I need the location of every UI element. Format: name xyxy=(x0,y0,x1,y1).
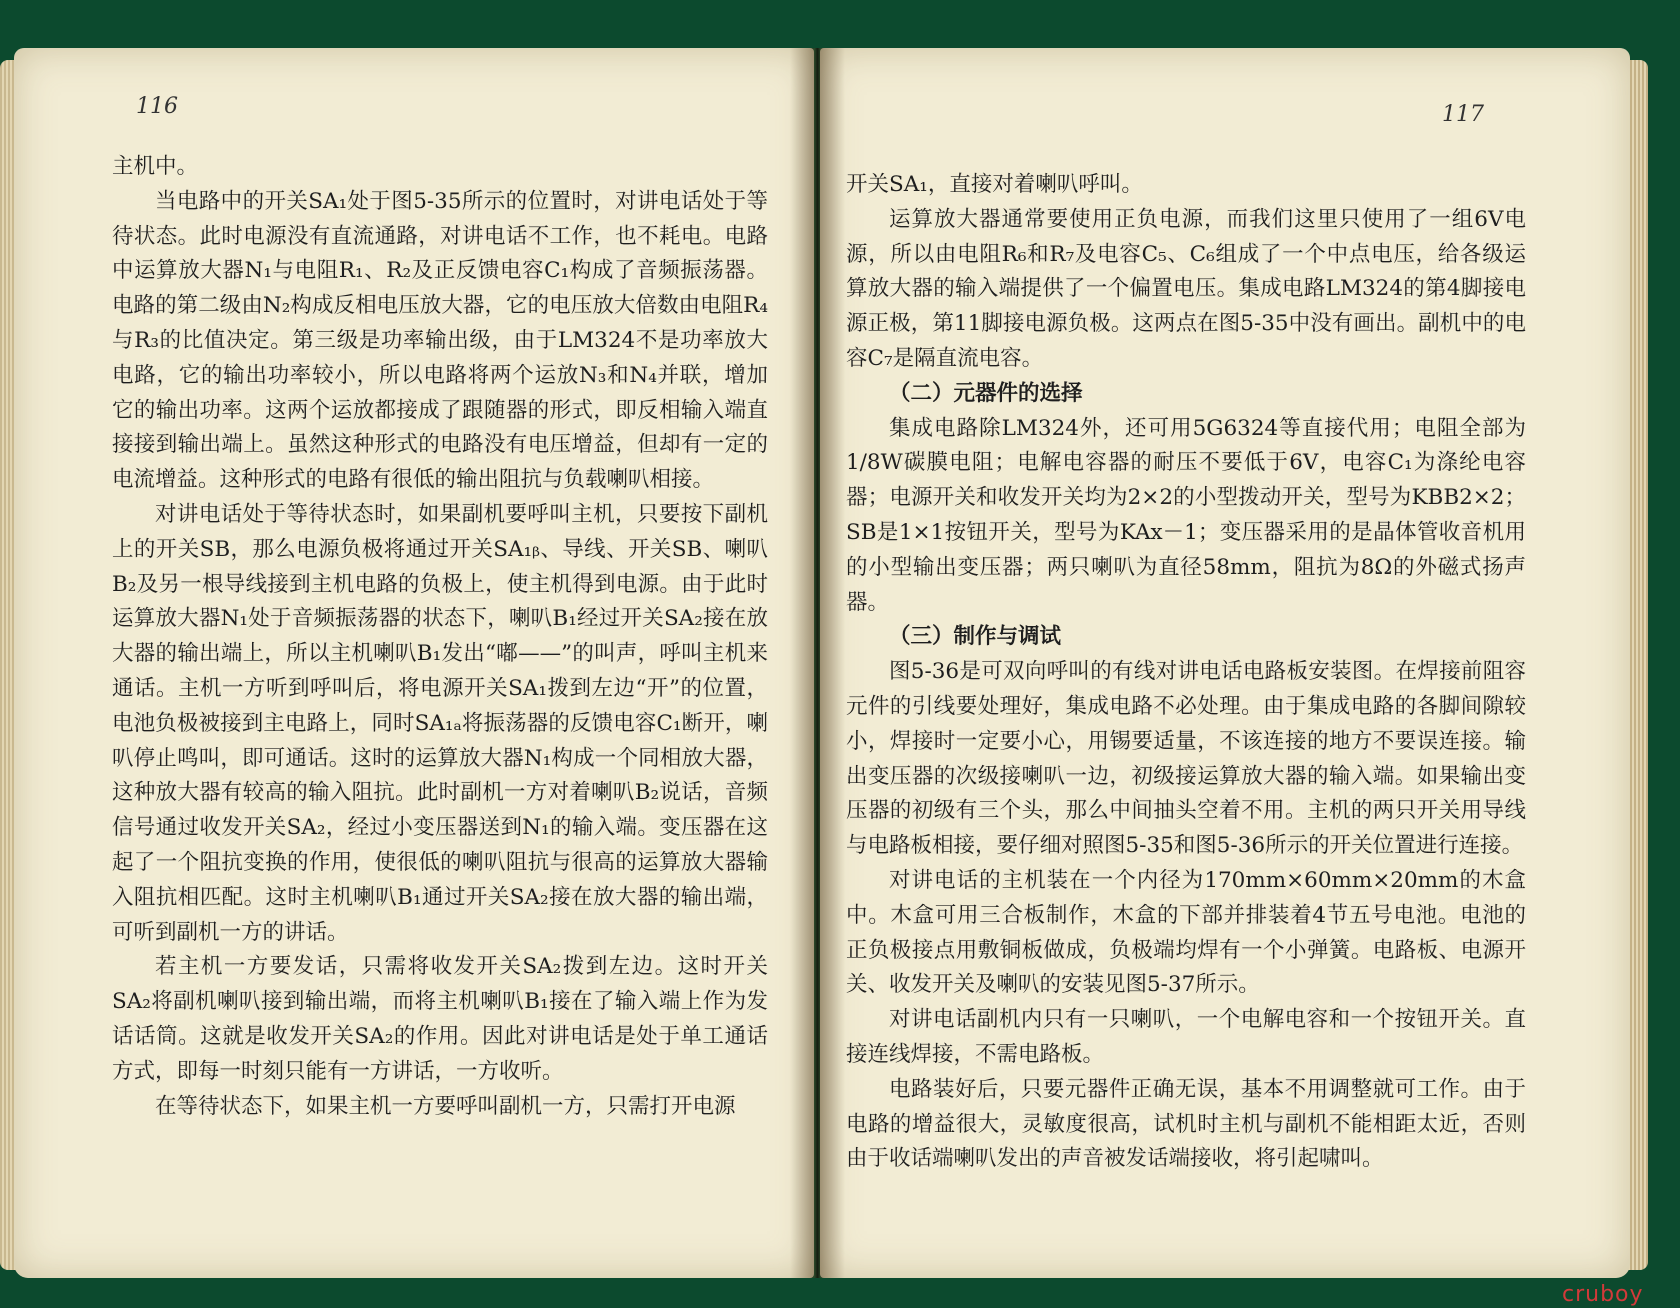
paragraph: 运算放大器通常要使用正负电源，而我们这里只使用了一组6V电源，所以由电阻R₆和R₇及电容C₅、C₆组成了一个中点电压，给各级运算放大器的输入端提供了一个偏置电压。集成电路LM324的第4脚接电源正极，第11脚接电源负极。这两点在图5-35中没有画出。副机中的电容C₇是隔直流电容。 xyxy=(846,206,1526,371)
paragraph: 开关SA₁，直接对着喇叭呼叫。 xyxy=(846,172,1143,197)
watermark: cruboy xyxy=(1562,1282,1644,1307)
paragraph: 电路装好后，只要元器件正确无误，基本不用调整就可工作。由于电路的增益很大，灵敏度很高，试机时主机与副机不能相距太近，否则由于收话端喇叭发出的声音被发话端接收，将引起啸叫。 xyxy=(846,1076,1526,1172)
paragraph: 主机中。 xyxy=(112,154,199,179)
paragraph: 当电路中的开关SA₁处于图5-35所示的位置时，对讲电话处于等待状态。此时电源没有直流通路，对讲电话不工作，也不耗电。电路中运算放大器N₁与电阻R₁、R₂及正反馈电容C₁构成了音频振荡器。电路的第二级由N₂构成反相电压放大器，它的电压放大倍数由电阻R₄与R₃的比值决定。第三级是功率输出级，由于LM324不是功率放大电路，它的输出功率较小，所以电路将两个运放N₃和N₄并联，增加它的输出功率。这两个运放都接成了跟随器的形式，即反相输入端直接接到输出端上。虽然这种形式的电路没有电压增益，但却有一定的电流增益。这种形式的电路有很低的输出阻抗与负载喇叭相接。 xyxy=(112,188,768,493)
paragraph: 对讲电话的主机装在一个内径为170mm×60mm×20mm的木盒中。木盒可用三合板制作，木盒的下部并排装着4节五号电池。电池的正负极接点用敷铜板做成，负极端均焊有一个小弹簧。电路板、电源开关、收发开关及喇叭的安装见图5-37所示。 xyxy=(846,867,1526,998)
paragraph: 在等待状态下，如果主机一方要呼叫副机一方，只需打开电源 xyxy=(155,1093,736,1119)
section-heading: （二）元器件的选择 xyxy=(889,380,1083,406)
paragraph: 对讲电话处于等待状态时，如果副机要呼叫主机，只要按下副机上的开关SB，那么电源负极将通过开关SA₁ᵦ、导线、开关SB、喇叭B₂及另一根导线接到主机电路的负极上，使主机得到电源。由于此时运算放大器N₁处于音频振荡器的状态下，喇叭B₁经过开关SA₂接在放大器的输出端上，所以主机喇叭B₁发出“嘟——”的叫声，呼叫主机来通话。主机一方听到呼叫后，将电源开关SA₁拨到左边“开”的位置，电池负极被接到主电路上，同时SA₁ₐ将振荡器的反馈电容C₁断开，喇叭停止鸣叫，即可通话。这时的运算放大器N₁构成一个同相放大器，这种放大器有较高的输入阻抗。此时副机一方对着喇叭B₂说话，音频信号通过收发开关SA₂，经过小变压器送到N₁的输入端。变压器在这起了一个阻抗变换的作用，使很低的喇叭阻抗与很高的运算放大器输入阻抗相匹配。这时主机喇叭B₁通过开关SA₂接在放大器的输出端，可听到副机一方的讲话。 xyxy=(112,501,768,945)
section-heading: （三）制作与调试 xyxy=(889,624,1062,650)
right-page-text xyxy=(846,168,1526,1177)
right-page-number: 117 xyxy=(1442,102,1484,127)
paragraph: 集成电路除LM324外，还可用5G6324等直接代用；电阻全部为1/8W碳膜电阻；电解电容器的耐压不要低于6V，电容C₁为涤纶电容器；电源开关和收发开关均为2×2的小型拨动开关，型号为KBB2×2；SB是1×1按钮开关，型号为KAx－1；变压器采用的是晶体管收音机用的小型输出变压器；两只喇叭为直径58mm，阻抗为8Ω的外磁式扬声器。 xyxy=(846,415,1526,615)
paragraph: 对讲电话副机内只有一只喇叭，一个电解电容和一个按钮开关。直接连线焊接，不需电路板。 xyxy=(846,1007,1526,1067)
paragraph: 若主机一方要发话，只需将收发开关SA₂拨到左边。这时开关SA₂将副机喇叭接到输出端，而将主机喇叭B₁接在了输入端上作为发话话筒。这就是收发开关SA₂的作用。因此对讲电话是处于单工通话方式，即每一时刻只能有一方讲话，一方收听。 xyxy=(112,954,768,1084)
left-page-number: 116 xyxy=(136,94,178,119)
left-page-text xyxy=(112,150,768,1124)
paragraph: 图5-36是可双向呼叫的有线对讲电话电路板安装图。在焊接前阻容元件的引线要处理好，集成电路不必处理。由于集成电路的各脚间隙较小，焊接时一定要小心，用锡要适量，不该连接的地方不要误连接。输出变压器的次级接喇叭一边，初级接运算放大器的输入端。如果输出变压器的初级有三个头，那么中间抽头空着不用。主机的两只开关用导线与电路板相接，要仔细对照图5-35和图5-36所示的开关位置进行连接。 xyxy=(846,659,1526,859)
book-gutter xyxy=(790,48,845,1278)
